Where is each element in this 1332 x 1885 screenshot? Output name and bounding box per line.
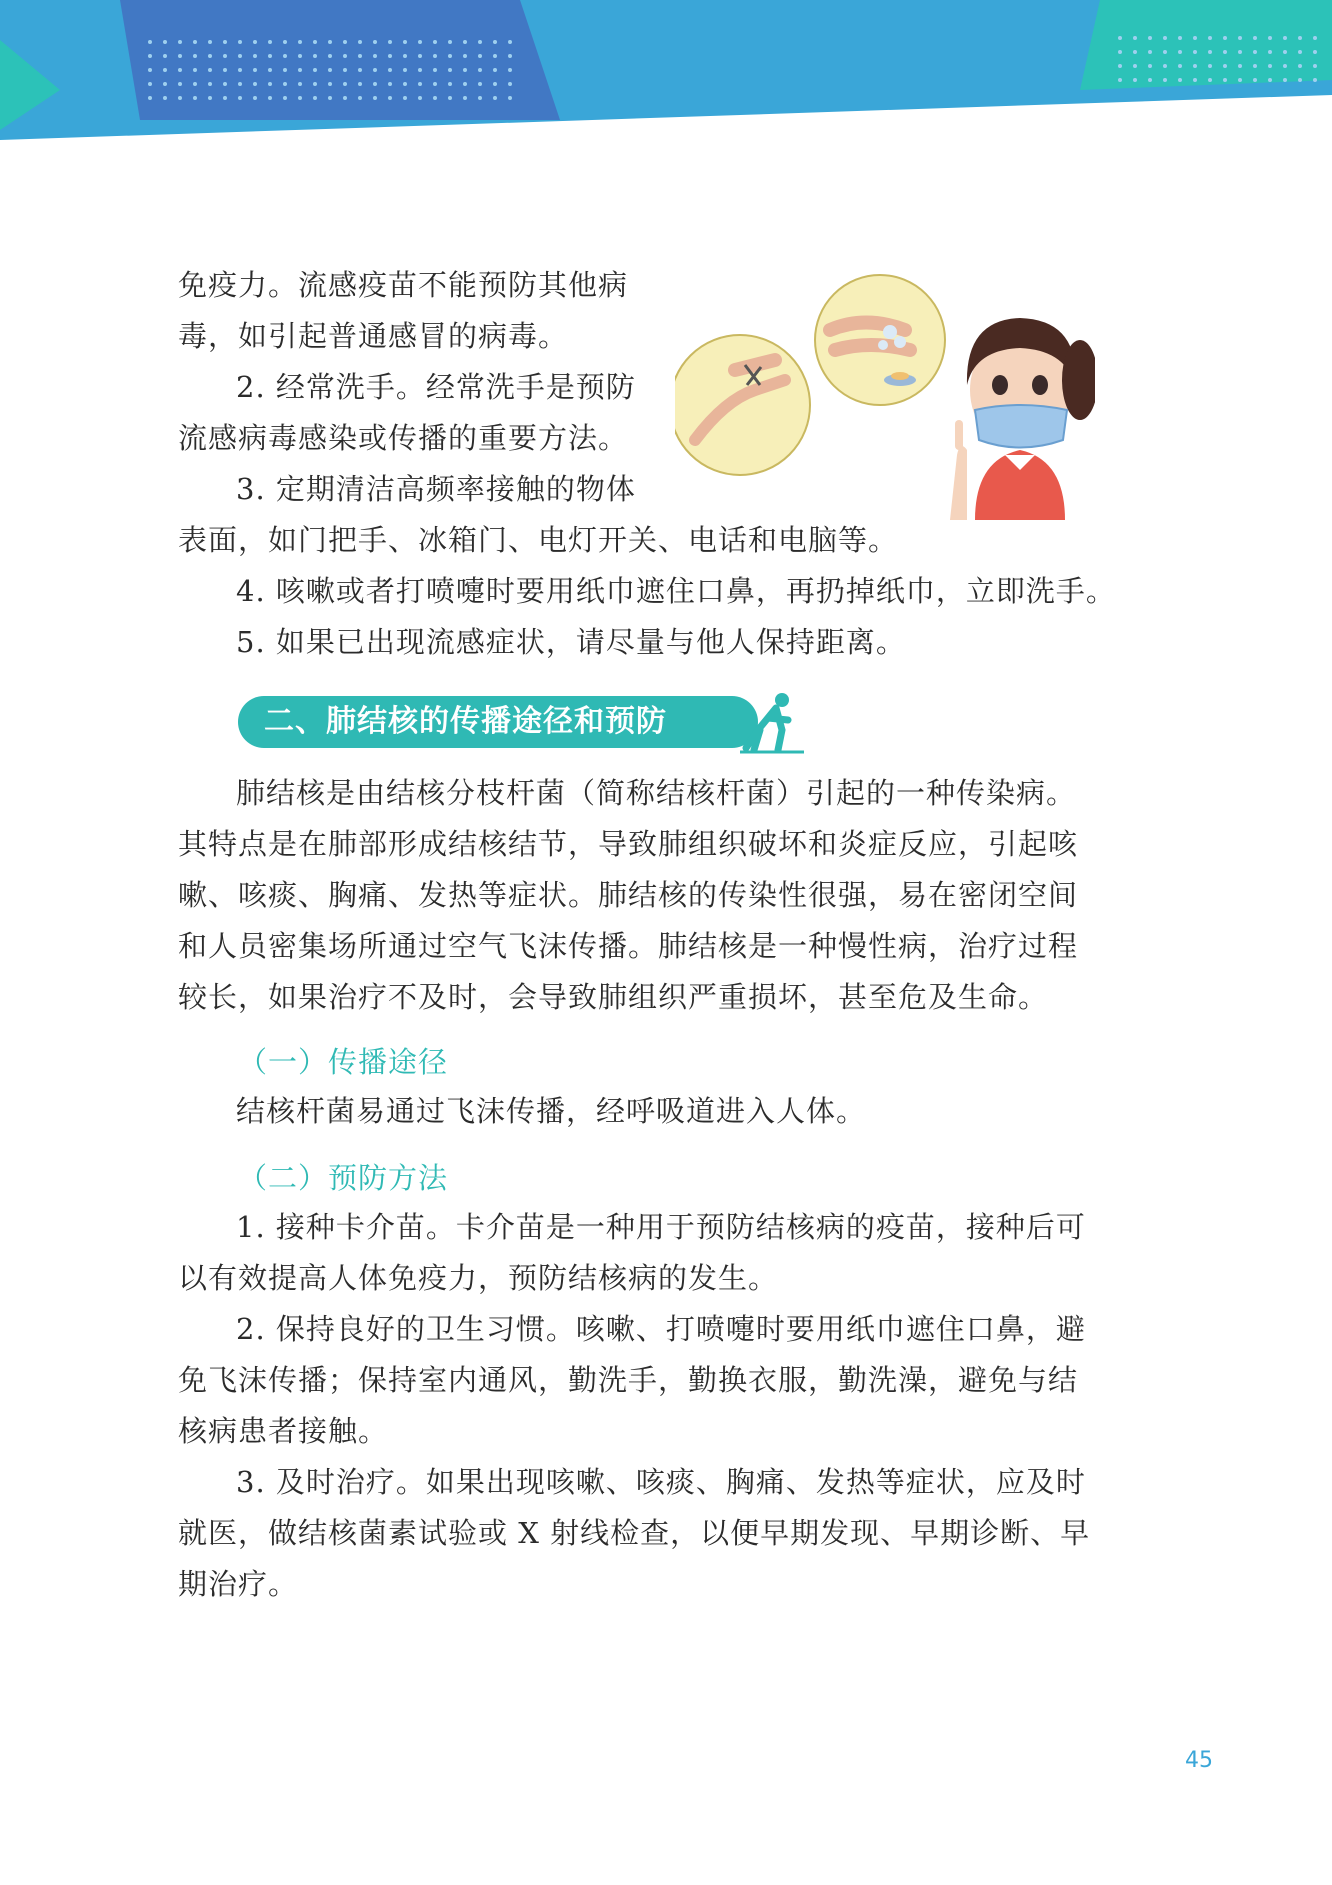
paragraph-line: 5. 如果已出现流感症状，请尽量与他人保持距离。 [236,625,906,659]
paragraph-line: 表面，如门把手、冰箱门、电灯开关、电话和电脑等。 [178,523,899,557]
paragraph-line: 嗽、咳痰、胸痛、发热等症状。肺结核的传染性很强，易在密闭空间 [178,878,1079,912]
subheading-transmission: （一）传播途径 [238,1045,449,1079]
nail-trimming-circle [675,335,810,475]
paragraph-line: 4. 咳嗽或者打喷嚏时要用纸巾遮住口鼻，再扔掉纸巾，立即洗手。 [236,574,1116,608]
paragraph-line: 较长，如果治疗不及时，会导致肺组织严重损坏，甚至危及生命。 [178,980,1049,1014]
section-title: 二、肺结核的传播途径和预防 [264,704,667,739]
paragraph-line: 结核杆菌易通过飞沫传播，经呼吸道进入人体。 [236,1094,867,1128]
paragraph-line: 毒，如引起普通感冒的病毒。 [178,319,569,353]
paragraph-line: 免飞沫传播；保持室内通风，勤洗手，勤换衣服，勤洗澡，避免与结 [178,1363,1079,1397]
paragraph-line: 2. 保持良好的卫生习惯。咳嗽、打喷嚏时要用纸巾遮住口鼻，避 [236,1312,1086,1346]
section-title-banner [238,696,778,748]
subheading-prevention: （二）预防方法 [238,1161,449,1195]
paragraph-line: 其特点是在肺部形成结核结节，导致肺组织破坏和炎症反应，引起咳 [178,827,1079,861]
paragraph-line: 免疫力。流感疫苗不能预防其他病 [178,268,629,302]
paragraph-line: 以有效提高人体免疫力，预防结核病的发生。 [178,1261,779,1295]
paragraph-line: 2. 经常洗手。经常洗手是预防 [236,370,636,404]
girl-with-mask [950,318,1095,520]
runner-icon [738,690,808,754]
paragraph-line: 3. 定期清洁高频率接触的物体 [236,472,636,506]
paragraph-line: 肺结核是由结核分枝杆菌（简称结核杆菌）引起的一种传染病。 [236,776,1077,810]
hygiene-illustration [675,270,1095,530]
paragraph-line: 和人员密集场所通过空气飞沫传播。肺结核是一种慢性病，治疗过程 [178,929,1079,963]
paragraph-line: 3. 及时治疗。如果出现咳嗽、咳痰、胸痛、发热等症状，应及时 [236,1465,1086,1499]
header-banner [0,0,1332,150]
paragraph-line: 就医，做结核菌素试验或 X 射线检查，以便早期发现、早期诊断、早 [178,1516,1091,1550]
paragraph-line: 1. 接种卡介苗。卡介苗是一种用于预防结核病的疫苗，接种后可 [236,1210,1086,1244]
paragraph-line: 核病患者接触。 [178,1414,389,1448]
page-number: 45 [1185,1748,1213,1773]
paragraph-line: 期治疗。 [178,1567,299,1601]
paragraph-line: 流感病毒感染或传播的重要方法。 [178,421,629,455]
hand-washing-circle [815,275,945,405]
